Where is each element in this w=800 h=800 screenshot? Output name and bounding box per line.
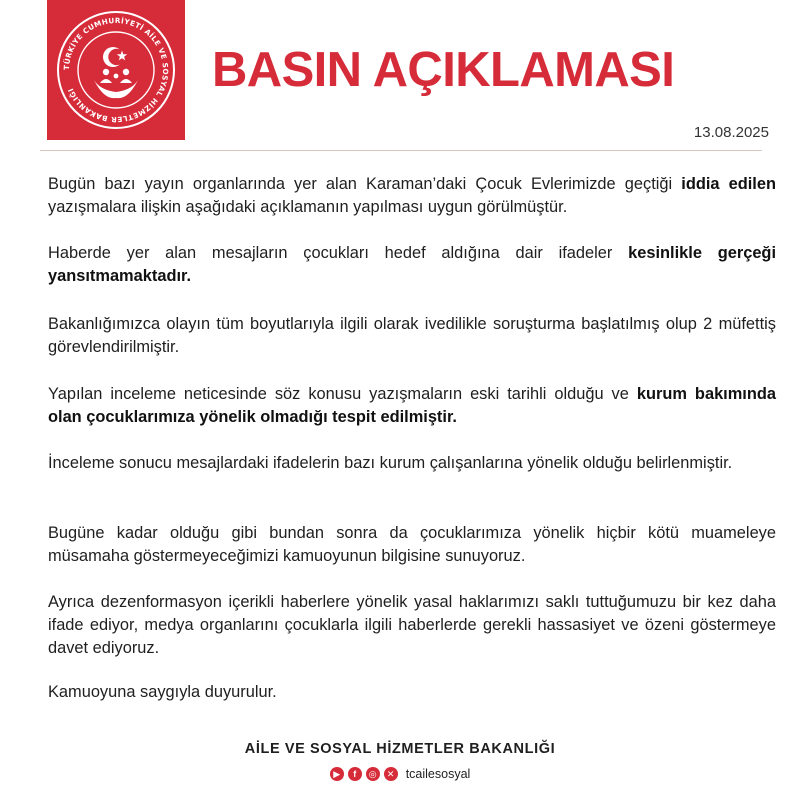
paragraph-text: Bugüne kadar olduğu gibi bundan sonra da çocuklarımıza yönelik hiçbir kötü muameleye müsamaha göstermeyeceğimizi kamuoyunun bilgisine sunuyoruz. [48,524,776,565]
paragraph [48,173,776,219]
social-handle[interactable]: tcailesosyal [405,767,471,781]
paragraph-text: Kamuoyuna saygıyla duyurulur. [48,683,277,701]
x-icon[interactable]: ✕ [384,767,398,781]
paragraph-text: Ayrıca dezenformasyon içerikli haberlere yönelik yasal haklarımızı saklı tuttuğumuzu bir kez daha ifade ediyor, medya organlarını çocuklarla ilgili haberlerde gerekli hassasiyet ve özeni göstermeye davet ediyoruz. [48,593,776,657]
closing-line [48,681,776,704]
paragraph [48,452,776,475]
paragraph-text: Yapılan inceleme neticesinde söz konusu yazışmaların eski tarihli olduğu ve [48,385,637,403]
social-bar [0,767,800,781]
emphasis-text: iddia edilen [681,175,776,193]
page-title: BASIN AÇIKLAMASI [212,43,675,97]
paragraph [48,591,776,660]
youtube-icon[interactable]: ▶ [330,767,344,781]
paragraph-text: Haberde yer alan mesajların çocukları hedef aldığına dair ifadeler [48,244,629,262]
ministry-emblem-icon [47,0,185,140]
ministry-name: AİLE VE SOSYAL HİZMETLER BAKANLIĞI [244,741,556,757]
ministry-logo [47,0,185,140]
emphasis-text: kesinlikle gerçeği yansıtmamaktadır. [48,244,776,285]
facebook-icon[interactable]: f [348,767,362,781]
paragraph-text: Bakanlığımızca olayın tüm boyutlarıyla ilgili olarak ivedilikle soruşturma başlatılmış olup 2 müfettiş görevlendirilmiştir. [48,315,776,356]
paragraph [48,313,776,359]
logo-ring-text: TÜRKİYE CUMHURİYETİ AİLE VE SOSYAL HİZMETLER BAKANLIĞI [61,15,171,125]
instagram-icon[interactable]: ◎ [366,767,380,781]
emphasis-text: kurum bakımında olan çocuklarımıza yönelik olmadığı tespit edilmiştir. [48,385,777,426]
paragraph-text: Bugün bazı yayın organlarında yer alan Karaman’daki Çocuk Evlerimizde geçtiği [48,175,682,193]
header-divider [40,150,762,151]
date-stamp: 13.08.2025 [693,124,769,141]
paragraph [48,383,776,429]
paragraph [48,522,776,568]
paragraph [48,242,776,288]
paragraph-text: İnceleme sonucu mesajlardaki ifadelerin bazı kurum çalışanlarına yönelik olduğu belirlenmiştir. [48,454,733,472]
paragraph-text: yazışmalara ilişkin aşağıdaki açıklamanın yapılması uygun görülmüştür. [48,198,568,216]
